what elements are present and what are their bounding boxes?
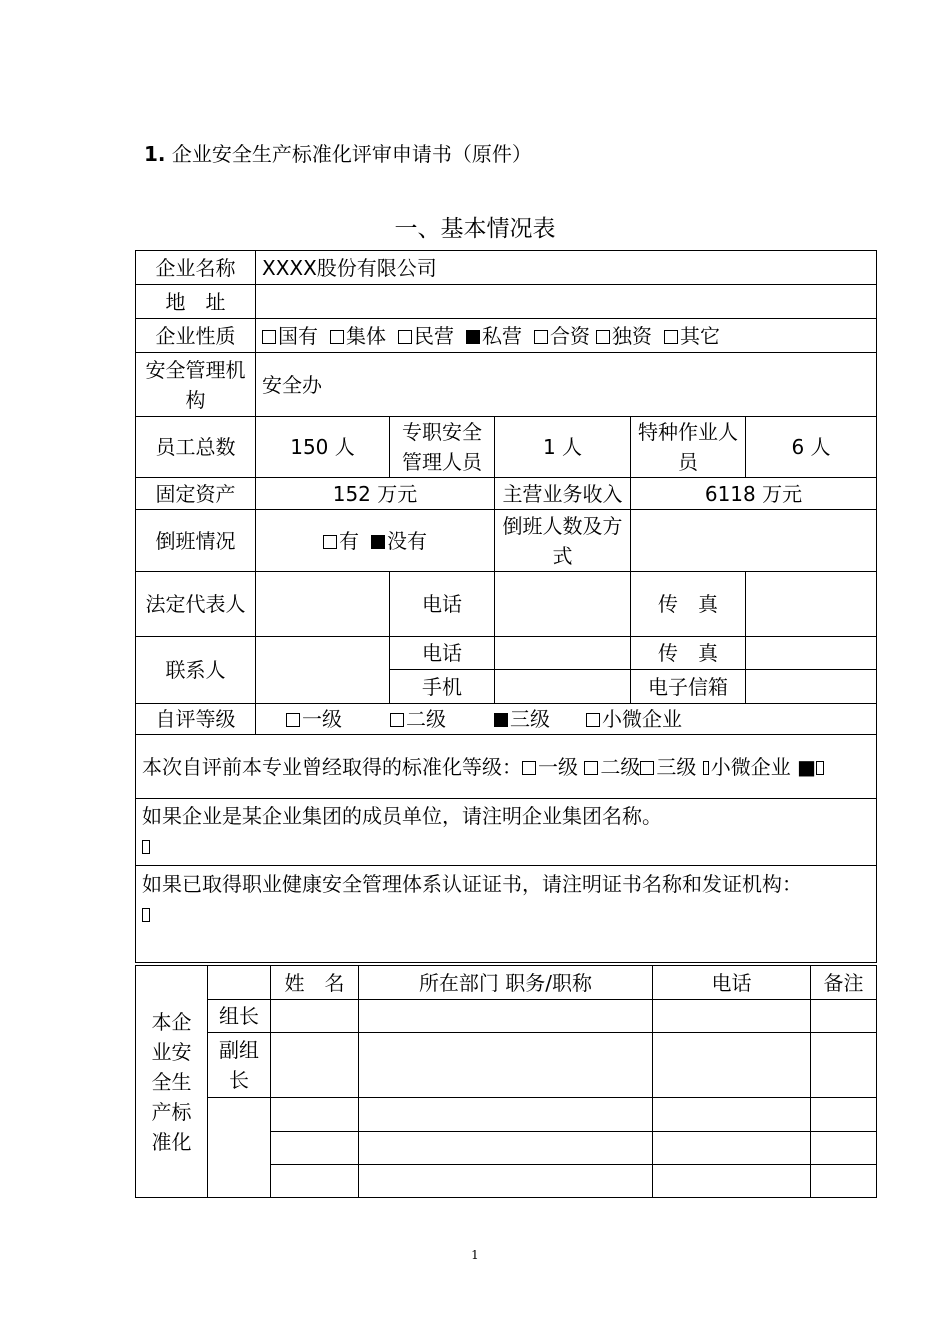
label-shift: 倒班情况: [136, 510, 256, 572]
value-legal-fax[interactable]: [746, 572, 877, 637]
team-table: [135, 965, 877, 1198]
placeholder-box-icon: [142, 840, 150, 854]
label-safety-org: 安全管理机构: [136, 353, 256, 417]
team-header-phone: 电话: [653, 966, 811, 1000]
label-mobile: 手机: [390, 670, 495, 704]
team-header-role: [208, 966, 271, 1000]
page-number: 1: [471, 1248, 479, 1262]
label-main-income: 主营业务收入: [495, 478, 631, 510]
checkbox-icon[interactable]: [816, 761, 824, 775]
checkbox-icon: [286, 713, 300, 727]
prev-grade-option[interactable]: 三级: [640, 755, 696, 779]
grade-option[interactable]: 小微企业: [586, 707, 682, 731]
label-company-name: 企业名称: [136, 251, 256, 285]
value-contact[interactable]: [256, 637, 390, 704]
value-fulltime-safety[interactable]: 1 人: [495, 417, 631, 478]
nature-option[interactable]: 集体: [330, 324, 386, 348]
checkbox-icon: [262, 330, 276, 344]
checkbox-icon: [596, 330, 610, 344]
grade-options: [256, 704, 877, 735]
basic-info-table: [135, 250, 877, 963]
team-cell[interactable]: [653, 1033, 811, 1098]
previous-grade-row: [136, 735, 877, 799]
label-fixed-assets: 固定资产: [136, 478, 256, 510]
group-note-row: [136, 799, 877, 866]
nature-option[interactable]: 国有: [262, 324, 318, 348]
value-email[interactable]: [746, 670, 877, 704]
checkbox-icon: [330, 330, 344, 344]
label-fulltime-safety: 专职安全管理人员: [390, 417, 495, 478]
table-row: [136, 1000, 877, 1033]
team-cell[interactable]: [359, 1033, 653, 1098]
label-legal-rep: 法定代表人: [136, 572, 256, 637]
value-address[interactable]: [256, 285, 877, 319]
team-role: [208, 1098, 271, 1198]
team-header-name: 姓 名: [271, 966, 359, 1000]
checkbox-icon: [534, 330, 548, 344]
value-special-workers[interactable]: 6 人: [746, 417, 877, 478]
team-cell[interactable]: [271, 1165, 359, 1198]
cert-note-text: 如果已取得职业健康安全管理体系认证证书，请注明证书名称和发证机构：: [142, 872, 802, 896]
cert-note-row: [136, 866, 877, 963]
label-legal-phone: 电话: [390, 572, 495, 637]
value-contact-fax[interactable]: [746, 637, 877, 670]
value-safety-org[interactable]: 安全办: [256, 353, 877, 417]
team-header-note: 备注: [811, 966, 877, 1000]
previous-grade-text: 本次自评前本专业曾经取得的标准化等级：: [142, 754, 522, 779]
label-self-grade: 自评等级: [136, 704, 256, 735]
team-cell[interactable]: [359, 1098, 653, 1132]
checkbox-icon: [703, 761, 709, 775]
label-nature: 企业性质: [136, 319, 256, 353]
nature-option[interactable]: 合资: [534, 324, 590, 348]
team-cell[interactable]: [811, 1132, 877, 1165]
team-cell[interactable]: [811, 1000, 877, 1033]
team-role: 组长: [208, 1000, 271, 1033]
selected-mark: ■: [797, 754, 816, 779]
prev-grade-option[interactable]: 二级: [584, 755, 640, 779]
label-address: 地 址: [136, 285, 256, 319]
heading-text: 企业安全生产标准化评审申请书（原件）: [171, 142, 532, 166]
value-company-name[interactable]: XXXX股份有限公司: [256, 251, 877, 285]
team-cell[interactable]: [271, 1098, 359, 1132]
checked-checkbox-icon: [494, 713, 508, 727]
label-legal-fax: 传 真: [631, 572, 746, 637]
nature-options: [256, 319, 877, 353]
team-cell[interactable]: [359, 1132, 653, 1165]
checkbox-icon: [584, 761, 598, 775]
cert-note-value[interactable]: [142, 899, 870, 929]
label-shift-people: 倒班人数及方式: [495, 510, 631, 572]
shift-option[interactable]: 有: [323, 529, 359, 553]
team-cell[interactable]: [653, 1098, 811, 1132]
checkbox-icon: [522, 761, 536, 775]
checkbox-icon: [664, 330, 678, 344]
heading-number: 1.: [144, 142, 166, 166]
team-cell[interactable]: [359, 1000, 653, 1033]
checkbox-icon: [323, 535, 337, 549]
group-note-value[interactable]: [142, 831, 870, 861]
value-employees[interactable]: 150 人: [256, 417, 390, 478]
checked-checkbox-icon: [466, 330, 480, 344]
team-cell[interactable]: [653, 1165, 811, 1198]
label-special-workers: 特种作业人 员: [631, 417, 746, 478]
value-legal-phone[interactable]: [495, 572, 631, 637]
team-cell[interactable]: [359, 1165, 653, 1198]
checkbox-icon: [390, 713, 404, 727]
nature-option[interactable]: 独资: [596, 324, 652, 348]
team-header-dept: 所在部门 职务/职称: [359, 966, 653, 1000]
table-row: [136, 1098, 877, 1132]
group-note-text: 如果企业是某企业集团的成员单位，请注明企业集团名称。: [142, 804, 662, 828]
nature-option[interactable]: 其它: [664, 324, 720, 348]
team-cell[interactable]: [811, 1098, 877, 1132]
shift-option[interactable]: 没有: [371, 529, 427, 553]
value-fixed-assets[interactable]: 152 万元: [256, 478, 495, 510]
label-contact-phone: 电话: [390, 637, 495, 670]
nature-option[interactable]: 私营: [466, 324, 522, 348]
section-title: 一、基本情况表: [394, 216, 556, 242]
team-cell[interactable]: [653, 1000, 811, 1033]
table-row: [136, 1033, 877, 1098]
label-email: 电子信箱: [631, 670, 746, 704]
label-contact-fax: 传 真: [631, 637, 746, 670]
value-contact-phone[interactable]: [495, 637, 631, 670]
team-cell[interactable]: [271, 1033, 359, 1098]
prev-grade-option[interactable]: 小微企业: [703, 755, 791, 779]
grade-option[interactable]: 二级: [390, 707, 446, 731]
prev-grade-option[interactable]: 一级: [522, 755, 578, 779]
team-cell[interactable]: [811, 1165, 877, 1198]
checkbox-icon: [640, 761, 654, 775]
checked-checkbox-icon: [371, 535, 385, 549]
label-contact: 联系人: [136, 637, 256, 704]
value-main-income[interactable]: 6118 万元: [631, 478, 877, 510]
team-cell[interactable]: [271, 1000, 359, 1033]
label-employees: 员工总数: [136, 417, 256, 478]
team-side-label: 本企业安全生产标准化: [136, 966, 208, 1198]
grade-option[interactable]: 三级: [494, 707, 550, 731]
grade-option[interactable]: 一级: [286, 707, 342, 731]
checkbox-icon: [398, 330, 412, 344]
document-heading: [144, 138, 532, 167]
value-shift-people[interactable]: [631, 510, 877, 572]
team-cell[interactable]: [271, 1132, 359, 1165]
checkbox-icon: [586, 713, 600, 727]
shift-options: [256, 510, 495, 572]
value-legal-rep[interactable]: [256, 572, 390, 637]
team-cell[interactable]: [653, 1132, 811, 1165]
nature-option[interactable]: 民营: [398, 324, 454, 348]
team-role: 副组长: [208, 1033, 271, 1098]
placeholder-box-icon: [142, 908, 150, 922]
value-mobile[interactable]: [495, 670, 631, 704]
team-cell[interactable]: [811, 1033, 877, 1098]
